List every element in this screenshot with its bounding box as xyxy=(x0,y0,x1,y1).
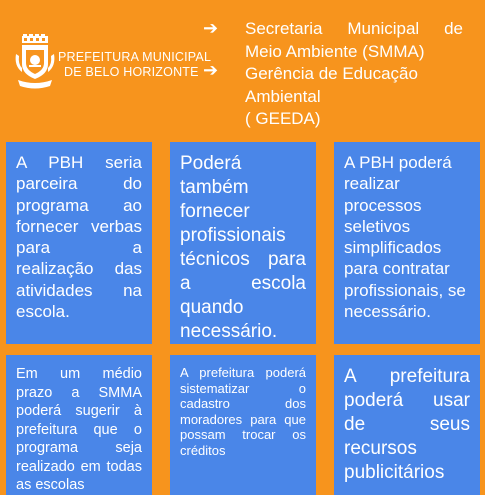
header-line: Secretaria Municipal de xyxy=(245,19,463,38)
info-card xyxy=(170,142,316,344)
header-line: Gerência de Educação xyxy=(245,64,418,83)
logo-line-1: PREFEITURA MUNICIPAL xyxy=(58,50,212,64)
arrow-right-icon: ➔ xyxy=(203,18,219,38)
pbh-logo xyxy=(14,34,212,94)
card-text: A PBH poderá realizar processos seletivos simplificados para contratar profissionais, se necessário. xyxy=(344,153,466,322)
city-seal-icon xyxy=(14,34,58,90)
header-line: Meio Ambiente (SMMA) xyxy=(245,41,425,61)
info-card xyxy=(334,142,480,344)
info-card xyxy=(6,142,152,344)
card-text: A PBH seria parceira do programa ao fornecer verbas para a realização das atividades na escola. xyxy=(16,153,142,322)
header-line: ( GEEDA) xyxy=(245,109,321,128)
arrow-right-icon: ➔ xyxy=(203,60,219,80)
card-text: A prefeitura poderá sistematizar o cadastro dos moradores para que possam trocar os créditos xyxy=(180,365,306,458)
header-text xyxy=(245,18,463,131)
header-line: Ambiental xyxy=(245,86,321,106)
card-text: A prefeitura poderá usar de seus recursos publicitários xyxy=(344,366,470,483)
info-card xyxy=(6,355,152,495)
info-card xyxy=(170,355,316,495)
card-text: Em um médio prazo a SMMA poderá sugerir à prefeitura que o programa seja realizado em todas as escolas xyxy=(16,366,142,493)
card-text: Poderá também fornecer profissionais técnicos para a escola quando necessário. xyxy=(180,153,306,342)
info-card xyxy=(334,355,480,495)
logo-line-2: DE BELO HORIZONTE xyxy=(64,65,199,79)
